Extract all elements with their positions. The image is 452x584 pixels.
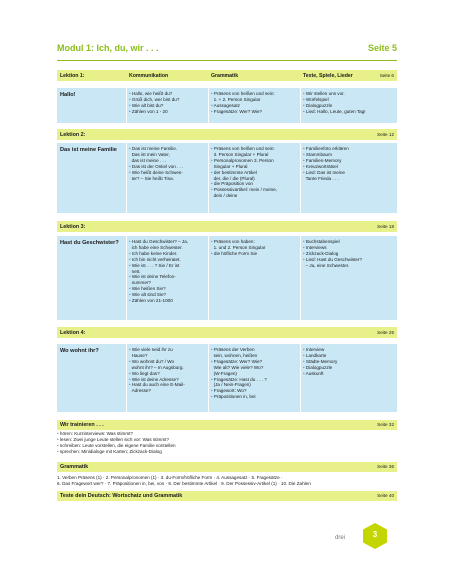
lesson3-band xyxy=(57,221,397,232)
col-texts: Texte, Spiele, Lieder xyxy=(303,73,353,79)
col-grammar: Grammatik xyxy=(211,73,239,79)
lesson2-grammar: • Präsens von heißen und sein: 3. Person Singular + Plural • Personalpronomen 3. Person Singular + Plural • der bestimmte Artikel der, die / die (Plural) • die Präposition von • Possessivartikel: mein / meine, dein / deine xyxy=(211,146,277,199)
lesson3-grammar: • Präsens von haben: 1. und 2. Person Singular • die höfliche Form Sie xyxy=(211,239,266,256)
lesson3-texts: • Buchstabenspiel • Interviews • Zickzack-Dialog • Lied: Hast du Geschwister? – Ja, eine Schwester. xyxy=(303,239,363,268)
lesson3-page: Seite 18 xyxy=(377,224,394,229)
lesson2-band xyxy=(57,129,397,140)
lesson1-grammar: • Präsens von heißen und sein: 1. + 2. Person Singular • Aussagesatz • Fragesätze: Wer? Wie? xyxy=(211,91,275,114)
lesson4-grammar: • Präsens der Verben sein, wohnen, heißen • Fragesätze: Wer? Wie? Wie alt? Wie viele? Wo? (W-Fragen) • Fragesätze: Hast du . . . ? (Ja / Nein-Fragen) • Fragewort: Wo? • Präpositionen in, bei xyxy=(211,347,267,400)
page-word: drei xyxy=(335,535,346,541)
training-band xyxy=(57,420,397,430)
lesson1-texts: • Wir stellen uns vor. • Würfelspiel • Dialogpuzzle • Lied: Hallo, Leute, guten Tag! xyxy=(303,91,366,114)
module-title-row xyxy=(57,43,397,57)
lesson3-communication: • Hast du Geschwister? – Ja, ich habe eine Schwester. • Ich habe keine Kinder. • Ich bin nicht verheiratet. • Wie ist . . . ? Sie / Er ist nett. • Wie ist deine Telefon- nummer? • Wie heißen Sie? • Wie alt sind Sie? • Zählen von 21-1000 xyxy=(129,239,189,304)
lesson4-texts: • Interview • Landkarte • Städte-Memory • Dialogpuzzle • Auskunft xyxy=(303,347,338,376)
lesson2-page: Seite 12 xyxy=(377,132,394,137)
lesson4-label: Lektion 4: xyxy=(60,330,86,336)
lesson2-texts: • Familienfoto erklären • Stammbaum • Familien-Memory • Kreuzworträtsel • Lied: Das ist meine Tante Frieda . . . xyxy=(303,146,349,181)
lesson2-row xyxy=(57,143,397,213)
lesson1-title: Hallo! xyxy=(60,92,76,98)
lesson4-band xyxy=(57,327,397,338)
lesson2-label: Lektion 2: xyxy=(60,132,86,138)
lesson1-row xyxy=(57,88,397,123)
divider xyxy=(57,60,397,61)
lesson3-label: Lektion 3: xyxy=(60,224,86,230)
page-number: 3 xyxy=(372,530,378,539)
test-page: Seite 40 xyxy=(377,493,394,498)
lesson4-row xyxy=(57,344,397,412)
grammar-band xyxy=(57,462,397,472)
lesson4-communication: • Wie viele seid ihr zu Hause? • Wo wohnst du? / Wo wohnt ihr? – In Augsburg. • Wo liegt das? • Wie ist deine Adresse? • Hast du auch eine E-Mail- Adresse? xyxy=(129,347,185,394)
training-label: Wir trainieren . . . xyxy=(60,422,104,428)
lesson2-communication: • Das ist meine Familie. Das ist mein Vater, das ist meine . . . • Das ist der Onkel von . . . • Wie heißt deine Schwes- ter? – Sie heißt Tina. xyxy=(129,146,184,181)
lesson4-page: Seite 25 xyxy=(377,330,394,335)
grammar-list: 1. Verben Präsens (1) · 2. Personalpronomen (1) · 3. du-Form/höfliche Form · 4. Aussagesatz · 5. Fragesätze · 6. Das Fragewort wer? · 7. Präpositionen in, bei, von · 8. Der bestimmte Artikel · 9. Der Possessiv-Artikel (1) · 10. Die Zahlen xyxy=(57,475,311,486)
module-title: Modul 1: Ich, du, wir . . . xyxy=(57,43,159,53)
lesson1-label: Lektion 1: xyxy=(60,73,85,79)
col-communication: Kommunikation xyxy=(129,73,169,79)
grammar-page: Seite 36 xyxy=(377,464,394,469)
test-label: Teste dein Deutsch: Wortschatz und Grammatik xyxy=(60,493,183,499)
lesson2-title: Das ist meine Familie xyxy=(60,147,117,153)
lesson4-title: Wo wohnt ihr? xyxy=(60,348,99,354)
lesson3-title: Hast du Geschwister? xyxy=(60,240,119,246)
table-header xyxy=(57,70,397,81)
training-page: Seite 32 xyxy=(377,422,394,427)
grammar-label: Grammatik xyxy=(60,464,89,470)
lesson1-page: Seite 6 xyxy=(379,73,394,78)
test-band xyxy=(57,491,397,501)
lesson3-row xyxy=(57,236,397,320)
module-page: Seite 5 xyxy=(367,43,397,53)
training-list: • hören: Kurzinterviews: Was stimmt? • lesen: Zwei junge Leute stellen sich vor: Was stimmt? • schreiben: Leute vorstellen, die eigene Familie vorstellen • sprechen: Minidialoge mit Karten; Zickzack-Dialog xyxy=(57,431,176,454)
lesson1-communication: • Hallo, wie heißt du? • Grüß dich, wer bist du? • Wie alt bist du? • Zählen von 1 - 20 xyxy=(129,91,180,114)
